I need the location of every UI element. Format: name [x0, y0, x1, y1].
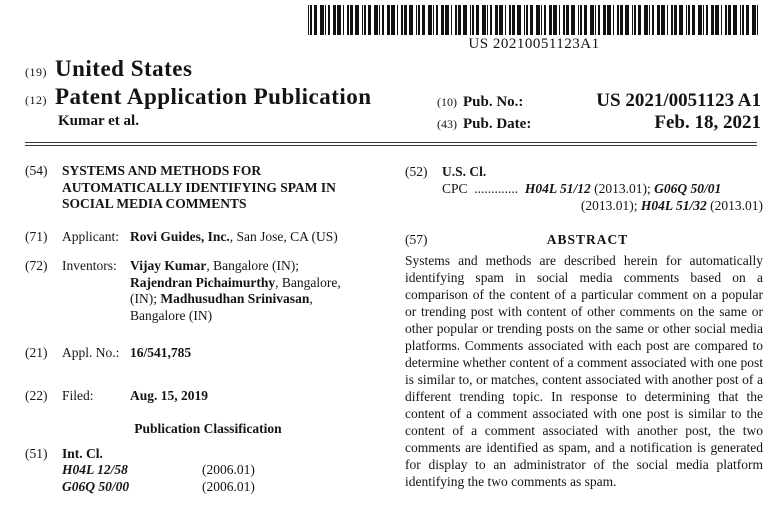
int-cl-version: (2006.01): [202, 478, 255, 494]
inventors-section: [25, 258, 391, 324]
inventor-line: [130, 275, 391, 292]
header-divider-rule: [25, 142, 757, 146]
cpc-version-3: (2013.01): [706, 198, 763, 213]
inventor-3-sep: ,: [309, 291, 313, 306]
invention-title: SYSTEMS AND METHODS FOR AUTOMATICALLY IDENTIFYING SPAM IN SOCIAL MEDIA COMMENTS: [62, 163, 336, 211]
doc-type-heading: [25, 84, 372, 110]
inventor-2-location: , Bangalore,: [275, 274, 341, 290]
filed-date-value: Aug. 15, 2019: [130, 387, 209, 403]
country-heading: [25, 56, 192, 82]
int-cl-block: [62, 446, 391, 496]
inventor-2-name: Rajendran Pichaimurthy: [130, 274, 276, 290]
filed-label: Filed:: [62, 387, 94, 403]
us-cl-label: U.S. Cl.: [442, 164, 487, 179]
field-code-72: (72): [25, 258, 48, 273]
us-cl-block: [442, 163, 763, 214]
applicant-name: Rovi Guides, Inc.: [130, 228, 230, 244]
cpc-label: CPC: [442, 181, 468, 196]
cpc-version-1: (2013.01);: [590, 181, 655, 196]
pub-no-label: Pub. No.:: [463, 94, 524, 110]
abstract-heading-row: [405, 231, 763, 248]
field-code-54: (54): [25, 163, 48, 178]
pub-date-value: Feb. 18, 2021: [654, 112, 761, 133]
cpc-class-1: H04L 51/12: [524, 181, 591, 196]
field-code-52: (52): [405, 164, 428, 179]
cpc-class-3: H04L 51/32: [640, 198, 707, 213]
filed-line: [62, 388, 391, 405]
applicant-location: , San Jose, CA (US): [229, 228, 338, 244]
inventor-1-name: Vijay Kumar: [130, 258, 207, 273]
abstract-text: Systems and methods are described herein for automatically identifying spam in social media comments based on a comparison of the content of a particular comment on a popular or trending post with content of other comments on the same or other popular or trending posts on the same or other social media platforms. Comments associated with each post are compared to determine whether content of a comment associated with one post is similar to, or matches, content associated with another post of a different trending topic. In response to determining that the content of a comment associated with one post is similar to the content of a comment associated with another post, the two comments are identified as spam, and a notification is generated for display to an administrator of the social media platform identifying the two comments as spam.: [405, 253, 763, 489]
doc-type-title: Patent Application Publication: [55, 84, 372, 109]
kind-code-19: (19): [25, 65, 47, 79]
inventors-block: [62, 258, 391, 324]
left-column: [25, 155, 391, 495]
barcode-bars-graphic: [308, 5, 760, 35]
applicant-label: Applicant:: [62, 228, 119, 244]
field-code-51: (51): [25, 445, 48, 461]
kind-code-10: (10): [437, 95, 457, 109]
kind-code-43: (43): [437, 117, 457, 131]
field-code-71: (71): [25, 228, 48, 244]
int-cl-class: H04L 12/58: [62, 462, 128, 477]
title-section: [25, 163, 391, 213]
int-cl-row: [62, 462, 391, 479]
cpc-class-2: G06Q 50/01: [654, 181, 722, 196]
pub-no-value: US 2021/0051123 A1: [596, 90, 761, 111]
inventors-label: Inventors:: [62, 258, 117, 273]
inventor-line: [130, 291, 391, 308]
int-cl-section: [25, 446, 391, 496]
field-code-57: (57): [405, 232, 428, 247]
pub-date-label: Pub. Date:: [463, 116, 532, 132]
cpc-dots: .............: [474, 181, 519, 196]
barcode-number: US 20210051123A1: [468, 36, 600, 52]
right-column: [405, 155, 763, 490]
inventors-list: [130, 258, 391, 324]
inventor-1-location: , Bangalore (IN);: [206, 258, 299, 273]
int-cl-row: [62, 479, 391, 496]
barcode: [308, 5, 760, 53]
inventor-3-name: Madhusudhan Srinivasan: [160, 291, 310, 306]
publication-classification-heading: Publication Classification: [134, 421, 282, 436]
inventor-2-location-cont: (IN);: [130, 291, 161, 306]
cpc-line-2: [442, 197, 763, 214]
us-cl-section: [405, 163, 763, 214]
appl-no-line: [62, 345, 391, 362]
appl-no-section: [25, 345, 391, 362]
publication-info: [437, 90, 761, 134]
int-cl-label: Int. Cl.: [62, 445, 103, 461]
applicant-section: [25, 229, 391, 246]
applicant-line: [62, 229, 391, 246]
inventor-3-location: Bangalore (IN): [130, 307, 213, 323]
kind-code-12: (12): [25, 93, 47, 107]
inventor-line: [130, 308, 391, 325]
country-name: United States: [55, 56, 193, 81]
pub-no-row: [437, 90, 761, 112]
field-code-21: (21): [25, 345, 48, 360]
authors-line: Kumar et al.: [58, 113, 139, 129]
pub-date-row: [437, 112, 761, 134]
cpc-version-2: (2013.01);: [580, 198, 641, 213]
int-cl-class: G06Q 50/00: [62, 478, 130, 494]
inventor-line: [130, 258, 391, 275]
appl-no-value: 16/541,785: [130, 345, 192, 360]
appl-no-label: Appl. No.:: [62, 345, 120, 360]
int-cl-version: (2006.01): [202, 462, 255, 477]
field-code-22: (22): [25, 387, 48, 403]
abstract-heading: ABSTRACT: [546, 232, 629, 247]
filed-section: [25, 388, 391, 405]
cpc-line-1: [442, 180, 763, 197]
